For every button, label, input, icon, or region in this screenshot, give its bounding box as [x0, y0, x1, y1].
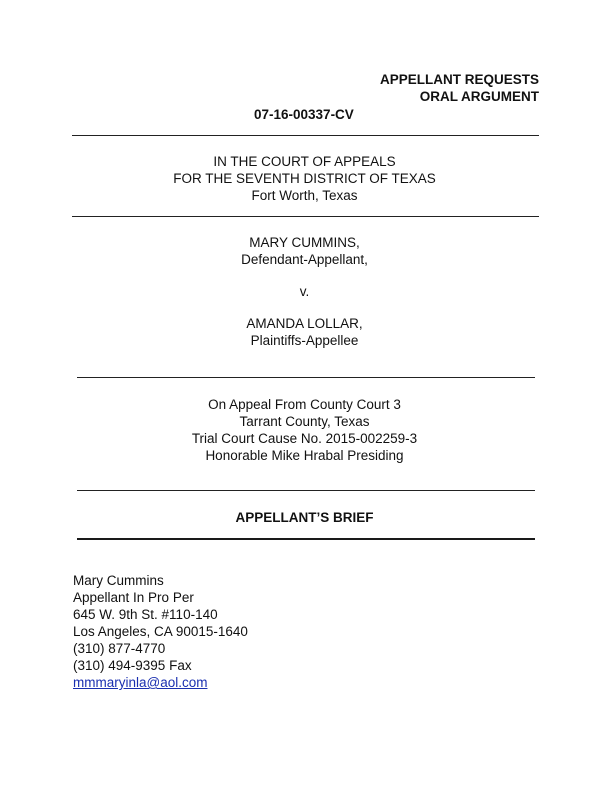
divider-3	[77, 377, 535, 378]
court-block	[0, 153, 609, 204]
contact-address-1: 645 W. 9th St. #110-140	[73, 607, 218, 622]
versus: v.	[299, 284, 310, 299]
contact-block	[73, 572, 248, 691]
appeal-block	[0, 396, 609, 464]
contact-phone: (310) 877-4770	[73, 641, 166, 656]
divider-5	[77, 538, 535, 540]
appellant-block	[0, 234, 609, 268]
contact-role: Appellant In Pro Per	[73, 590, 194, 605]
court-location: Fort Worth, Texas	[251, 188, 358, 203]
appeal-line-4: Honorable Mike Hrabal Presiding	[205, 448, 404, 463]
appeal-line-2: Tarrant County, Texas	[239, 414, 370, 429]
appellee-block	[0, 315, 609, 349]
brief-title: APPELLANT’S BRIEF	[235, 510, 374, 525]
contact-fax: (310) 494-9395 Fax	[73, 658, 192, 673]
contact-name: Mary Cummins	[73, 573, 164, 588]
appellee-role: Plaintiffs-Appellee	[250, 333, 359, 348]
appeal-line-1: On Appeal From County Court 3	[208, 397, 401, 412]
divider-1	[72, 135, 539, 136]
court-line-2: FOR THE SEVENTH DISTRICT OF TEXAS	[173, 171, 436, 186]
divider-2	[72, 216, 539, 217]
court-line-1: IN THE COURT OF APPEALS	[213, 154, 396, 169]
request-line-2: ORAL ARGUMENT	[419, 89, 539, 104]
appellant-name: MARY CUMMINS,	[249, 235, 360, 250]
contact-address-2: Los Angeles, CA 90015-1640	[73, 624, 248, 639]
appeal-line-3: Trial Court Cause No. 2015-002259-3	[191, 431, 418, 446]
appellant-role: Defendant-Appellant,	[241, 252, 368, 267]
oral-argument-request	[380, 71, 539, 105]
appellee-name: AMANDA LOLLAR,	[246, 316, 363, 331]
divider-4	[77, 490, 535, 491]
case-number: 07-16-00337-CV	[254, 107, 354, 122]
contact-email-link[interactable]: mmmaryinla@aol.com	[73, 675, 208, 690]
request-line-1: APPELLANT REQUESTS	[379, 72, 539, 87]
